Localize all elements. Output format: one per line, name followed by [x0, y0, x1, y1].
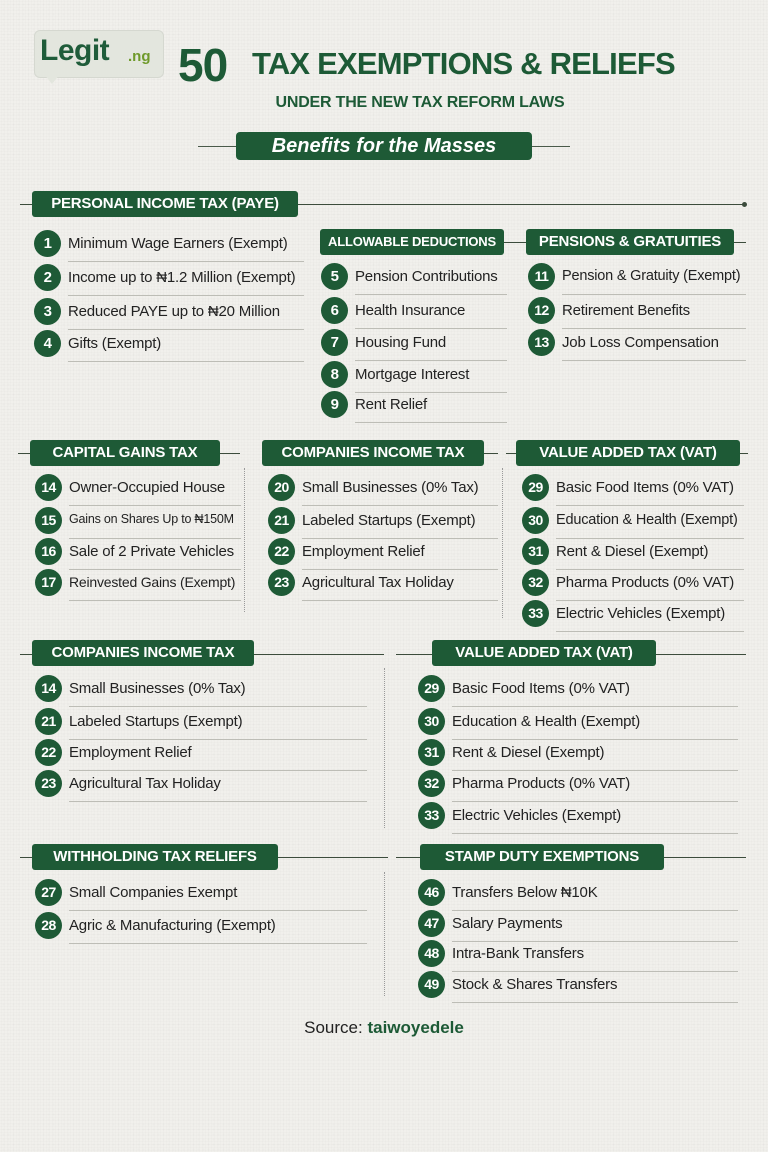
item-number-badge: 1	[34, 230, 61, 257]
source-name: taiwoyedele	[367, 1018, 464, 1037]
column-divider	[502, 468, 503, 618]
item-number-badge: 29	[418, 675, 445, 702]
item-label: Electric Vehicles (Exempt)	[452, 807, 622, 824]
rule	[664, 857, 746, 858]
item-label: Employment Relief	[69, 744, 192, 761]
rule	[20, 654, 32, 655]
section-header-cit-2: COMPANIES INCOME TAX	[32, 640, 254, 666]
item-underline	[556, 505, 744, 506]
item-label: Health Insurance	[355, 302, 466, 319]
item-label: Gains on Shares Up to ₦150M	[69, 512, 234, 526]
item-label: Labeled Startups (Exempt)	[302, 512, 476, 529]
item-label: Job Loss Compensation	[562, 334, 719, 351]
item-number-badge: 6	[321, 297, 348, 324]
item-label: Reinvested Gains (Exempt)	[69, 574, 236, 590]
item-number-badge: 8	[321, 361, 348, 388]
item-underline	[69, 943, 367, 944]
list-item	[418, 879, 738, 907]
item-label: Rent Relief	[355, 396, 428, 413]
item-label: Pharma Products (0% VAT)	[452, 775, 631, 792]
title-number: 50	[178, 39, 228, 91]
item-underline	[68, 361, 304, 362]
item-label: Labeled Startups (Exempt)	[69, 713, 243, 730]
list-item	[35, 675, 367, 703]
list-item	[35, 770, 367, 798]
legit-logo	[34, 30, 164, 78]
item-number-badge: 30	[418, 708, 445, 735]
item-number-badge: 15	[35, 507, 62, 534]
item-label: Small Businesses (0% Tax)	[302, 479, 479, 496]
item-label: Education & Health (Exempt)	[556, 512, 738, 528]
list-item	[528, 297, 746, 325]
column-divider	[384, 668, 385, 828]
list-item	[35, 569, 241, 597]
item-number-badge: 49	[418, 971, 445, 998]
item-underline	[556, 631, 744, 632]
list-item	[528, 329, 746, 357]
item-label: Gifts (Exempt)	[68, 335, 162, 352]
rule	[254, 654, 384, 655]
item-number-badge: 5	[321, 263, 348, 290]
rule	[506, 453, 516, 454]
item-label: Rent & Diesel (Exempt)	[452, 744, 605, 761]
item-label: Agric & Manufacturing (Exempt)	[69, 917, 276, 934]
list-item	[321, 329, 507, 357]
list-item	[522, 569, 744, 597]
item-underline	[69, 910, 367, 911]
rule	[18, 453, 30, 454]
item-label: Stock & Shares Transfers	[452, 976, 618, 993]
item-label: Agricultural Tax Holiday	[302, 574, 454, 591]
item-number-badge: 23	[268, 569, 295, 596]
item-underline	[302, 600, 498, 601]
rule	[484, 453, 498, 454]
item-number-badge: 11	[528, 263, 555, 290]
item-number-badge: 23	[35, 770, 62, 797]
list-item	[522, 600, 744, 628]
item-number-badge: 32	[522, 569, 549, 596]
item-label: Agricultural Tax Holiday	[69, 775, 221, 792]
section-header-cgt: CAPITAL GAINS TAX	[30, 440, 220, 466]
list-item	[35, 912, 367, 940]
item-number-badge: 2	[34, 264, 61, 291]
item-label: Employment Relief	[302, 543, 425, 560]
item-number-badge: 31	[522, 538, 549, 565]
list-item	[418, 675, 738, 703]
section-header-vat-2: VALUE ADDED TAX (VAT)	[432, 640, 656, 666]
list-item	[35, 739, 367, 767]
list-item	[522, 538, 744, 566]
item-number-badge: 27	[35, 879, 62, 906]
item-label: Owner-Occupied House	[69, 479, 226, 496]
list-item	[268, 538, 498, 566]
item-number-badge: 30	[522, 507, 549, 534]
item-underline	[355, 294, 507, 295]
tagline-banner: Benefits for the Masses	[236, 132, 532, 160]
item-label: Small Companies Exempt	[69, 884, 238, 901]
page-title: TAX EXEMPTIONS & RELIEFS	[252, 46, 675, 81]
item-label: Sale of 2 Private Vehicles	[69, 543, 234, 560]
item-underline	[452, 833, 738, 834]
item-label: Retirement Benefits	[562, 302, 690, 319]
item-label: Intra-Bank Transfers	[452, 945, 584, 962]
list-item	[418, 802, 738, 830]
item-label: Education & Health (Exempt)	[452, 713, 641, 730]
item-number-badge: 14	[35, 474, 62, 501]
item-underline	[302, 505, 498, 506]
item-label: Income up to ₦1.2 Million (Exempt)	[68, 269, 296, 286]
section-header-deductions: ALLOWABLE DEDUCTIONS	[320, 229, 504, 255]
item-number-badge: 9	[321, 391, 348, 418]
list-item	[418, 910, 738, 938]
item-underline	[562, 360, 746, 361]
speech-tail-icon	[44, 74, 60, 84]
item-label: Electric Vehicles (Exempt)	[556, 605, 726, 622]
rule	[396, 654, 432, 655]
section-header-pensions: PENSIONS & GRATUITIES	[526, 229, 734, 255]
rule-end-dot	[742, 202, 747, 207]
item-label: Housing Fund	[355, 334, 446, 351]
list-item	[35, 879, 367, 907]
item-number-badge: 48	[418, 940, 445, 967]
list-item	[522, 507, 744, 535]
item-underline	[355, 422, 507, 423]
source-credit	[0, 1018, 768, 1038]
item-label: Basic Food Items (0% VAT)	[452, 680, 630, 697]
list-item	[522, 474, 744, 502]
list-item	[35, 538, 241, 566]
item-label: Pension Contributions	[355, 268, 498, 285]
item-number-badge: 17	[35, 569, 62, 596]
item-underline	[69, 706, 367, 707]
list-item	[35, 474, 241, 502]
rule	[656, 654, 746, 655]
item-label: Pension & Gratuity (Exempt)	[562, 268, 741, 284]
item-number-badge: 20	[268, 474, 295, 501]
item-number-badge: 31	[418, 739, 445, 766]
item-number-badge: 33	[418, 802, 445, 829]
rule	[740, 453, 748, 454]
list-item	[34, 230, 304, 258]
list-item	[321, 391, 507, 419]
item-label: Pharma Products (0% VAT)	[556, 574, 735, 591]
item-number-badge: 21	[268, 507, 295, 534]
item-number-badge: 4	[34, 330, 61, 357]
item-label: Salary Payments	[452, 915, 563, 932]
item-number-badge: 12	[528, 297, 555, 324]
list-item	[34, 330, 304, 358]
section-header-cit-1: COMPANIES INCOME TAX	[262, 440, 484, 466]
rule	[20, 857, 32, 858]
list-item	[418, 940, 738, 968]
item-number-badge: 29	[522, 474, 549, 501]
list-item	[35, 507, 241, 535]
list-item	[418, 971, 738, 999]
list-item	[321, 263, 507, 291]
column-divider	[384, 872, 385, 996]
list-item	[35, 708, 367, 736]
item-underline	[69, 801, 367, 802]
rule	[298, 204, 746, 205]
list-item	[268, 474, 498, 502]
item-number-badge: 22	[35, 739, 62, 766]
item-underline	[69, 505, 241, 506]
list-item	[418, 770, 738, 798]
item-label: Basic Food Items (0% VAT)	[556, 479, 734, 496]
item-number-badge: 14	[35, 675, 62, 702]
item-number-badge: 13	[528, 329, 555, 356]
item-number-badge: 21	[35, 708, 62, 735]
tagline-rule-right	[532, 146, 570, 147]
item-label: Small Businesses (0% Tax)	[69, 680, 246, 697]
column-divider	[244, 468, 245, 612]
item-underline	[68, 295, 304, 296]
rule	[504, 242, 526, 243]
list-item	[418, 708, 738, 736]
rule	[278, 857, 388, 858]
section-header-stamp: STAMP DUTY EXEMPTIONS	[420, 844, 664, 870]
item-label: Reduced PAYE up to ₦20 Million	[68, 303, 280, 320]
item-underline	[452, 1002, 738, 1003]
tagline-rule-left	[198, 146, 236, 147]
item-underline	[68, 261, 304, 262]
item-number-badge: 32	[418, 770, 445, 797]
item-number-badge: 7	[321, 329, 348, 356]
source-label: Source:	[304, 1018, 363, 1037]
item-number-badge: 28	[35, 912, 62, 939]
list-item	[268, 507, 498, 535]
section-header-wht: WITHHOLDING TAX RELIEFS	[32, 844, 278, 870]
list-item	[321, 361, 507, 389]
list-item	[268, 569, 498, 597]
rule	[396, 857, 420, 858]
list-item	[418, 739, 738, 767]
section-header-vat-1: VALUE ADDED TAX (VAT)	[516, 440, 740, 466]
rule	[734, 242, 746, 243]
item-label: Minimum Wage Earners (Exempt)	[68, 235, 288, 252]
section-header-paye: PERSONAL INCOME TAX (PAYE)	[32, 191, 298, 217]
item-number-badge: 33	[522, 600, 549, 627]
rule	[220, 453, 240, 454]
list-item	[34, 298, 304, 326]
item-underline	[452, 706, 738, 707]
item-number-badge: 47	[418, 910, 445, 937]
item-number-badge: 22	[268, 538, 295, 565]
item-label: Transfers Below ₦10K	[452, 884, 598, 901]
list-item	[34, 264, 304, 292]
item-underline	[562, 294, 746, 295]
item-number-badge: 3	[34, 298, 61, 325]
item-label: Rent & Diesel (Exempt)	[556, 543, 709, 560]
rule	[20, 204, 32, 205]
logo-wordmark: Legit	[40, 34, 110, 67]
item-label: Mortgage Interest	[355, 366, 470, 383]
logo-domain: .ng	[128, 48, 151, 65]
page-subtitle: UNDER THE NEW TAX REFORM LAWS	[275, 94, 565, 111]
item-underline	[69, 600, 241, 601]
item-number-badge: 16	[35, 538, 62, 565]
list-item	[528, 263, 746, 291]
list-item	[321, 297, 507, 325]
item-number-badge: 46	[418, 879, 445, 906]
